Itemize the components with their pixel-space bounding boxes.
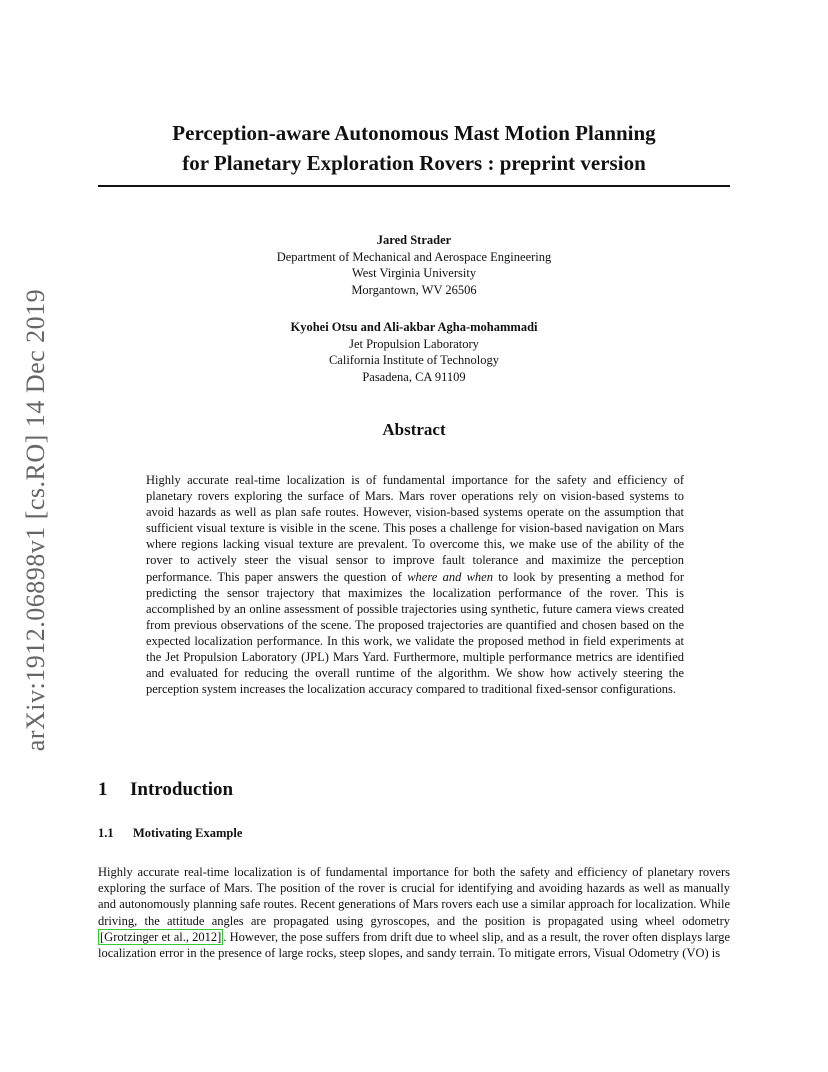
intro-text-part: Highly accurate real-time localization is of fundamental importance for both the safety and efficiency of planetary rovers exploring the surface of Mars. The position of the rover is crucial for identifying and avoiding hazards as well as manually and autonomously planning safe routes. Recent generations of Mars rovers each use a similar approach for localization. While driving, the attitude angles are propagated using gyroscopes, and the position is propagated using wheel odometry	[98, 865, 730, 928]
intro-paragraph	[98, 864, 730, 961]
author-affiliation: Jet Propulsion Laboratory	[349, 336, 479, 351]
author-affiliation: Morgantown, WV 26506	[351, 282, 477, 297]
section-title: Introduction	[130, 779, 234, 800]
arxiv-identifier: arXiv:1912.06898v1 [cs.RO] 14 Dec 2019	[21, 288, 50, 752]
subsection-number: 1.1	[98, 826, 114, 840]
subsection-title: Motivating Example	[133, 826, 243, 840]
section-number: 1	[98, 779, 108, 800]
abstract-text-part: to look by presenting a method for predicting the sensor trajectory that maximizes the localization performance of the rover. This is accomplished by an online assessment of possible trajectories using synthetic, future camera views created from previous observations of the scene. The proposed trajectories are quantified and chosen based on the expected localization performance. In this work, we validate the proposed method in field experiments at the Jet Propulsion Laboratory (JPL) Mars Yard. Furthermore, multiple performance metrics are identified and evaluated for reducing the overall runtime of the algorithm. We show how actively steering the perception system increases the localization accuracy compared to traditional fixed-sensor configurations.	[146, 569, 684, 697]
abstract-text-part: Highly accurate real-time localization is of fundamental importance for the safety and efficiency of planetary rovers exploring the surface of Mars. Mars rover operations rely on vision-based systems to avoid hazards as well as plan safe routes. However, vision-based systems operate on the assumption that sufficient visual texture is visible in the scene. This poses a challenge for vision-based navigation on Mars where regions lacking visual texture are prevalent. To overcome this, we make use of the ability of the rover to actively steer the visual sensor to improve fault tolerance and maximize the perception performance. This paper answers the question of	[146, 473, 684, 584]
author-name: Kyohei Otsu and Ali-akbar Agha-mohammadi	[290, 320, 538, 334]
abstract-text	[146, 472, 684, 697]
author-block-2	[98, 319, 730, 385]
abstract-emphasis: where and when	[407, 569, 493, 584]
author-affiliation: Pasadena, CA 91109	[362, 369, 466, 384]
author-block-1	[98, 232, 730, 298]
author-affiliation: California Institute of Technology	[328, 353, 500, 367]
author-affiliation: Department of Mechanical and Aerospace Engineering	[276, 249, 552, 264]
paper-title	[98, 118, 730, 178]
subsection-heading	[98, 826, 242, 841]
citation-link[interactable]: [Grotzinger et al., 2012]	[100, 929, 222, 944]
author-name: Jared Strader	[376, 233, 452, 247]
author-affiliation: West Virginia University	[351, 266, 477, 280]
title-line-1: Perception-aware Autonomous Mast Motion Planning	[172, 121, 656, 145]
title-line-2: for Planetary Exploration Rovers : preprint version	[182, 151, 646, 175]
intro-text-part: . However, the pose suffers from drift due to wheel slip, and as a result, the rover often displays large localization error in the presence of large rocks, steep slopes, and sandy terrain. To mitigate errors, Visual Odometry (VO) is	[98, 929, 730, 961]
abstract-heading: Abstract	[382, 420, 446, 439]
title-rule	[98, 185, 730, 187]
section-heading	[98, 779, 233, 801]
